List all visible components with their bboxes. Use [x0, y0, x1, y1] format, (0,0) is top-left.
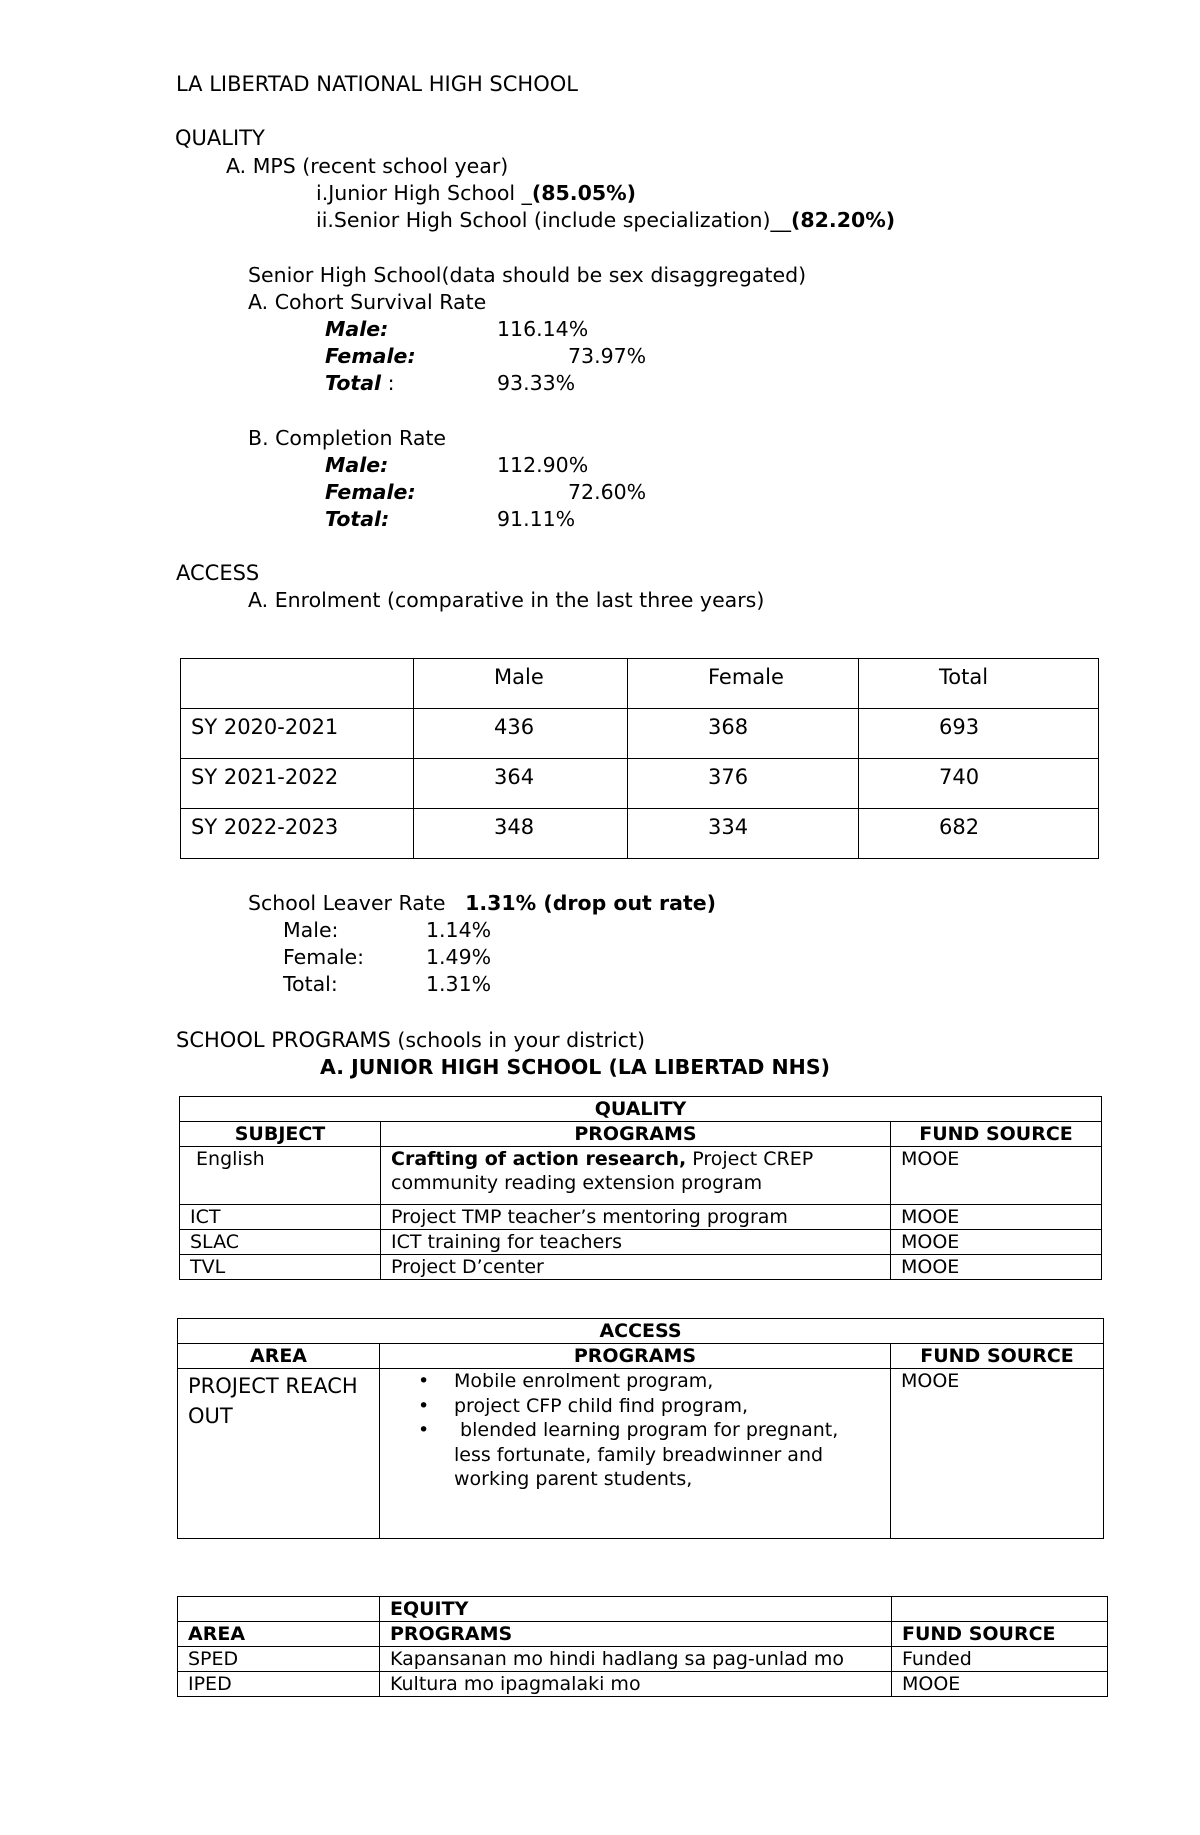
table-row [180, 1230, 1102, 1255]
table-row [178, 1369, 1104, 1539]
table-cell: SY 2020-2021 [181, 709, 414, 759]
leaver-value: 1.31% (drop out rate) [465, 891, 717, 915]
shs-value: (82.20%) [791, 208, 896, 232]
table-title-row [178, 1319, 1104, 1344]
header-cell: SUBJECT [180, 1122, 381, 1147]
program-bold: Crafting of action research, [391, 1148, 687, 1170]
school-name: LA LIBERTAD NATIONAL HIGH SCHOOL [176, 72, 578, 96]
fund-cell: Funded [892, 1647, 1108, 1672]
programs-heading-note: (schools in your district) [390, 1028, 645, 1052]
table-header-row [180, 1122, 1102, 1147]
program-text: Project CREP community reading extension program [391, 1148, 814, 1194]
shs-label: ii.Senior High School (include specialization)__ [316, 208, 792, 232]
leaver-label: School Leaver Rate [248, 891, 446, 915]
table-title: QUALITY [180, 1097, 1102, 1122]
jhs-label: i.Junior High School _ [316, 181, 532, 205]
leaver-total-value: 1.31% [426, 972, 492, 996]
completion-male-value: 112.90% [497, 453, 589, 477]
jhs-value: (85.05%) [531, 181, 637, 205]
table-cell [892, 1597, 1108, 1622]
header-cell: PROGRAMS [380, 1622, 892, 1647]
leaver-male-label: Male: [283, 918, 339, 942]
program-cell: Project TMP teacher’s mentoring program [381, 1205, 891, 1230]
header-cell: Total [859, 659, 1099, 709]
jhs-mps [316, 183, 636, 204]
programs-heading-label: SCHOOL PROGRAMS [176, 1028, 391, 1052]
shs-mps [316, 210, 895, 231]
table-cell: 334 [628, 809, 859, 859]
cohort-total-colon: : [381, 371, 395, 395]
bullet-icon: • [418, 1394, 430, 1417]
leaver-line [248, 893, 716, 914]
table-row [180, 1205, 1102, 1230]
completion-male-label: Male: [325, 453, 389, 477]
equity-programs-table [177, 1596, 1108, 1697]
enrolment-table [180, 658, 1099, 859]
cohort-total-value: 93.33% [497, 371, 576, 395]
table-title-row [180, 1097, 1102, 1122]
table-cell: 348 [414, 809, 628, 859]
leaver-male-value: 1.14% [426, 918, 492, 942]
access-heading: ACCESS [176, 561, 260, 585]
table-header-row [181, 659, 1099, 709]
header-cell: AREA [178, 1622, 380, 1647]
list-item-text: Mobile enrolment program, [454, 1370, 714, 1392]
header-cell: AREA [178, 1344, 380, 1369]
table-row [180, 1147, 1102, 1205]
header-cell: PROGRAMS [380, 1344, 891, 1369]
quality-heading: QUALITY [175, 126, 265, 150]
table-row [180, 1255, 1102, 1280]
header-cell: FUND SOURCE [892, 1622, 1108, 1647]
table-title-row [178, 1597, 1108, 1622]
programs-heading [176, 1030, 645, 1051]
cohort-male-label: Male: [325, 317, 389, 341]
completion-total-value: 91.11% [497, 507, 576, 531]
table-cell: 376 [628, 759, 859, 809]
leaver-female-value: 1.49% [426, 945, 492, 969]
quality-programs-table [179, 1096, 1102, 1280]
table-title: EQUITY [380, 1597, 892, 1622]
fund-cell: MOOE [891, 1147, 1102, 1205]
table-row [181, 809, 1099, 859]
cohort-female-label: Female: [325, 344, 416, 368]
shs-title: Senior High School(data should be sex disaggregated) [248, 263, 807, 287]
table-cell: 436 [414, 709, 628, 759]
program-cell: Kultura mo ipagmalaki mo [380, 1672, 892, 1697]
header-cell [181, 659, 414, 709]
subject-cell: SLAC [180, 1230, 381, 1255]
program-cell: Kapansanan mo hindi hadlang sa pag-unlad mo [380, 1647, 892, 1672]
list-item [418, 1369, 880, 1394]
table-cell: 682 [859, 809, 1099, 859]
program-cell [381, 1147, 891, 1205]
table-row [178, 1647, 1108, 1672]
subject-cell: TVL [180, 1255, 381, 1280]
cohort-total-label: Total [325, 371, 382, 395]
mps-label: A. MPS (recent school year) [226, 154, 509, 178]
completion-total-label: Total: [325, 507, 390, 531]
subject-cell: ICT [180, 1205, 381, 1230]
list-item-text: project CFP child find program, [454, 1394, 749, 1417]
cohort-male-value: 116.14% [497, 317, 589, 341]
leaver-female-label: Female: [283, 945, 365, 969]
enrolment-label: A. Enrolment (comparative in the last three years) [248, 588, 765, 612]
bullet-icon: • [418, 1419, 430, 1441]
programs-subheading: A. JUNIOR HIGH SCHOOL (LA LIBERTAD NHS) [320, 1055, 830, 1079]
header-cell: Female [628, 659, 859, 709]
header-cell: FUND SOURCE [891, 1122, 1102, 1147]
program-cell: ICT training for teachers [381, 1230, 891, 1255]
completion-label: B. Completion Rate [248, 426, 447, 450]
list-item [418, 1394, 880, 1419]
table-row [181, 709, 1099, 759]
table-cell: SY 2022-2023 [181, 809, 414, 859]
header-cell: Male [414, 659, 628, 709]
area-cell: IPED [178, 1672, 380, 1697]
table-cell: SY 2021-2022 [181, 759, 414, 809]
completion-female-label: Female: [325, 480, 416, 504]
area-cell: PROJECT REACH OUT [178, 1369, 380, 1539]
fund-cell: MOOE [891, 1255, 1102, 1280]
table-cell: 740 [859, 759, 1099, 809]
program-cell [380, 1369, 891, 1539]
area-cell: SPED [178, 1647, 380, 1672]
fund-cell: MOOE [891, 1230, 1102, 1255]
subject-cell: English [180, 1147, 381, 1205]
table-cell: 368 [628, 709, 859, 759]
cohort-female-value: 73.97% [568, 344, 647, 368]
list-item-text: blended learning program for pregnant, less fortunate, family breadwinner and working parent students, [454, 1419, 845, 1490]
list-item [418, 1418, 880, 1492]
table-row [181, 759, 1099, 809]
fund-cell: MOOE [891, 1369, 1104, 1539]
header-cell: PROGRAMS [381, 1122, 891, 1147]
table-header-row [178, 1622, 1108, 1647]
leaver-total-label: Total: [283, 972, 338, 996]
access-programs-table [177, 1318, 1104, 1539]
table-cell: 693 [859, 709, 1099, 759]
table-cell [178, 1597, 380, 1622]
table-cell: 364 [414, 759, 628, 809]
header-cell: FUND SOURCE [891, 1344, 1104, 1369]
fund-cell: MOOE [892, 1672, 1108, 1697]
cohort-label: A. Cohort Survival Rate [248, 290, 487, 314]
completion-female-value: 72.60% [568, 480, 647, 504]
table-title: ACCESS [178, 1319, 1104, 1344]
fund-cell: MOOE [891, 1205, 1102, 1230]
bullet-icon: • [418, 1370, 430, 1392]
cohort-total [325, 373, 395, 394]
table-row [178, 1672, 1108, 1697]
program-cell: Project D’center [381, 1255, 891, 1280]
program-list [390, 1369, 880, 1492]
table-header-row [178, 1344, 1104, 1369]
